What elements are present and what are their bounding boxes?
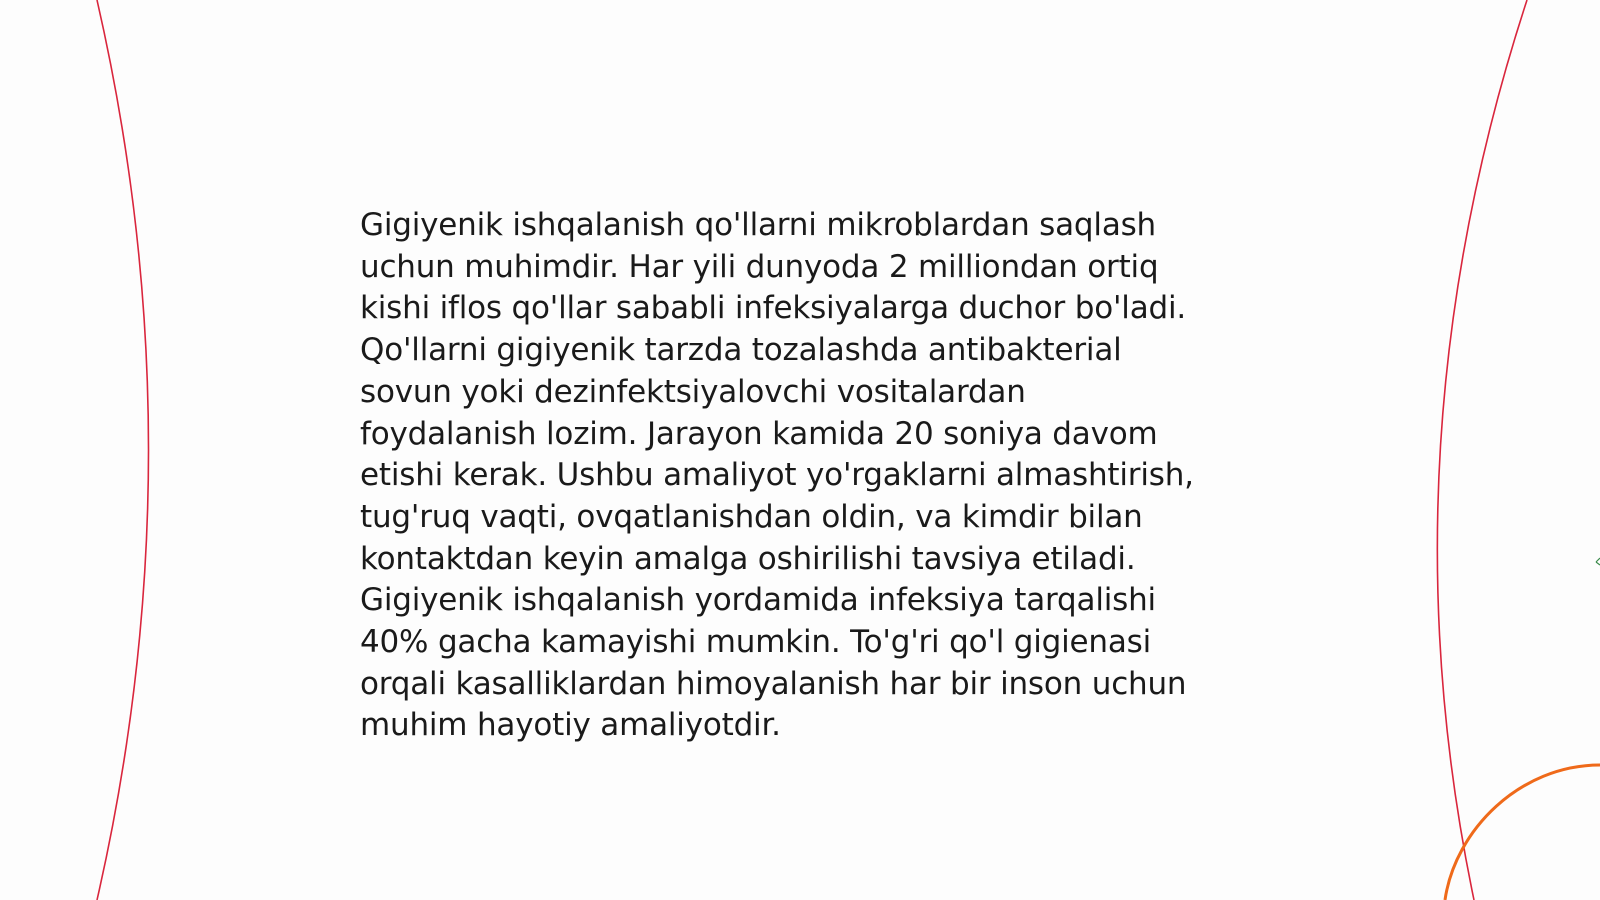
body-paragraph — [360, 205, 1260, 747]
paragraph-line: etishi kerak. Ushbu amaliyot yo'rgaklarni almashtirish, — [360, 457, 1194, 494]
paragraph-line: 40% gacha kamayishi mumkin. To'g'ri qo'l gigienasi — [360, 624, 1152, 661]
paragraph-line: muhim hayotiy amaliyotdir. — [360, 707, 781, 744]
paragraph-line: tug'ruq vaqti, ovqatlanishdan oldin, va kimdir bilan — [360, 498, 1143, 535]
paragraph-line: sovun yoki dezinfektsiyalovchi vositalardan — [360, 373, 1026, 410]
paragraph-line: orqali kasalliklardan himoyalanish har bir inson uchun — [360, 665, 1187, 702]
orange-arc — [1445, 765, 1600, 900]
right-curve-line — [1437, 0, 1527, 900]
paragraph-line: kishi iflos qo'llar sababli infeksiyalarga duchor bo'ladi. — [360, 290, 1187, 327]
small-arrow-mark — [1596, 558, 1600, 565]
left-curve-line — [97, 0, 149, 900]
paragraph-line: Gigiyenik ishqalanish yordamida infeksiya tarqalishi — [360, 582, 1156, 619]
paragraph-line: Gigiyenik ishqalanish qo'llarni mikroblardan saqlash — [360, 207, 1157, 243]
paragraph-line: Qo'llarni gigiyenik tarzda tozalashda antibakterial — [360, 332, 1122, 369]
paragraph-line: uchun muhimdir. Har yili dunyoda 2 milliondan ortiq — [360, 248, 1159, 285]
paragraph-line: foydalanish lozim. Jarayon kamida 20 soniya davom — [360, 415, 1158, 452]
paragraph-line: kontaktdan keyin amalga oshirilishi tavsiya etiladi. — [360, 540, 1136, 577]
